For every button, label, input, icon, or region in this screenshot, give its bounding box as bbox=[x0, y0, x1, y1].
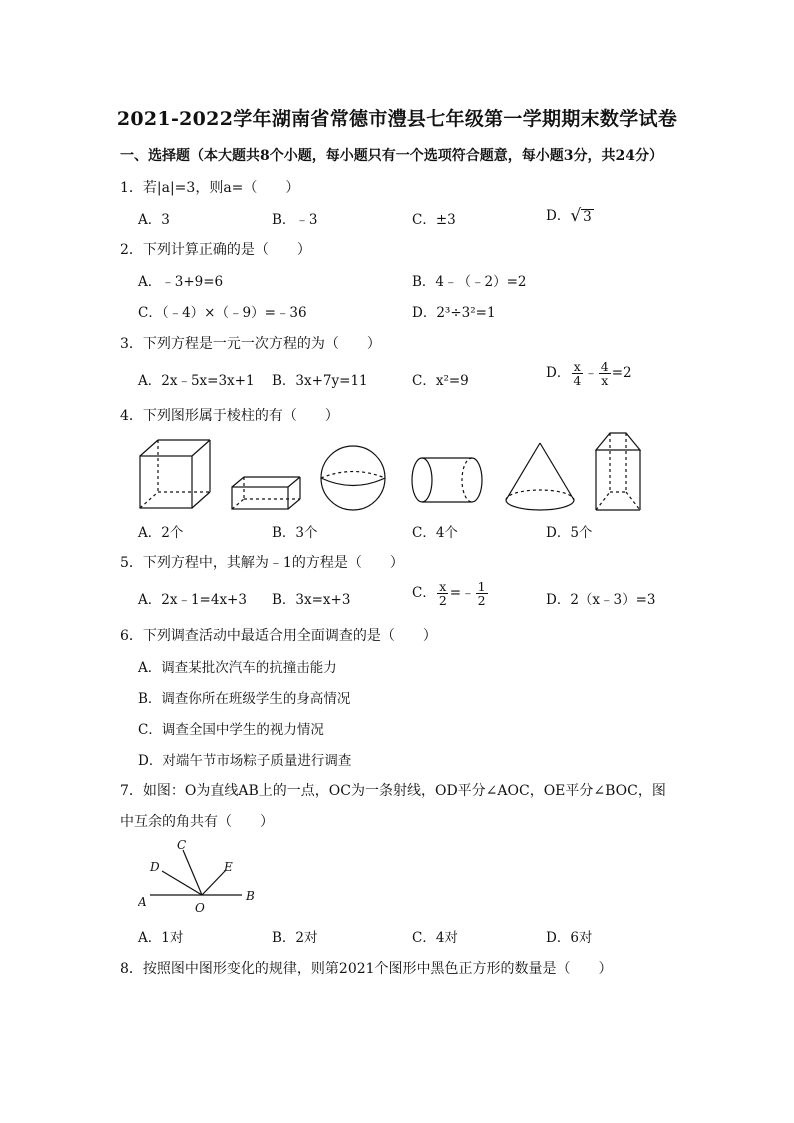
q7-option-c: C．4对 bbox=[412, 930, 458, 946]
label-d: D bbox=[150, 860, 160, 874]
q1-option-d: D． √ 3 bbox=[546, 206, 592, 226]
q5-option-b: B．3x=x+3 bbox=[272, 592, 351, 608]
q2-option-d: D．2³÷3²=1 bbox=[412, 305, 496, 321]
q6-option-d: D．对端午节市场粽子质量进行调查 bbox=[138, 753, 352, 769]
label-o: O bbox=[195, 901, 205, 915]
q1-option-c: C．±3 bbox=[412, 212, 456, 228]
q6-option-b: B．调查你所在班级学生的身高情况 bbox=[138, 691, 351, 707]
label-b: B bbox=[246, 889, 255, 903]
q2-option-a: A．﹣3+9=6 bbox=[138, 274, 224, 290]
q3-option-c: C．x²=9 bbox=[412, 373, 469, 389]
fraction: $\frac{4}{x}$ bbox=[600, 359, 609, 389]
q4-option-d: D．5个 bbox=[546, 525, 593, 541]
q5-option-c: C． $\frac{x}{2}$ =﹣ $\frac{1}{2}$ bbox=[412, 579, 486, 609]
q2-option-b: B．4﹣（﹣2）=2 bbox=[412, 274, 527, 290]
question-8-stem: 8．按照图中图形变化的规律，则第2021个图形中黑色正方形的数量是（ ） bbox=[120, 961, 613, 977]
q4-option-c: C．4个 bbox=[412, 525, 458, 541]
q1-option-a: A．3 bbox=[138, 212, 170, 228]
label-e: E bbox=[224, 860, 233, 874]
triangular-prism-figure bbox=[592, 430, 644, 514]
q7-option-d: D．6对 bbox=[546, 930, 593, 946]
cylinder-figure bbox=[410, 455, 486, 505]
sqrt-expression: √ 3 bbox=[570, 206, 592, 226]
q3-option-a: A．2x﹣5x=3x+1 bbox=[138, 373, 255, 389]
question-7-stem-line1: 7．如图：O为直线AB上的一点，OC为一条射线，OD平分∠AOC，OE平分∠BOC，图 bbox=[120, 783, 666, 799]
exam-title: 2021-2022学年湖南省常德市澧县七年级第一学期期末数学试卷 bbox=[116, 108, 678, 130]
cone-figure bbox=[502, 440, 578, 514]
q3-option-d: D． $\frac{x}{4}$ ﹣ $\frac{4}{x}$ =2 bbox=[546, 359, 632, 389]
q6-option-a: A．调查某批次汽车的抗撞击能力 bbox=[138, 660, 337, 676]
q5-option-a: A．2x﹣1=4x+3 bbox=[138, 592, 247, 608]
fraction: $\frac{1}{2}$ bbox=[477, 579, 486, 609]
q2-option-c: C．（﹣4）×（﹣9）=﹣36 bbox=[138, 305, 307, 321]
question-5-stem: 5．下列方程中，其解为﹣1的方程是（ ） bbox=[120, 555, 404, 571]
question-6-stem: 6．下列调查活动中最适合用全面调查的是（ ） bbox=[120, 628, 437, 644]
fraction: $\frac{x}{4}$ bbox=[573, 359, 582, 389]
question-1-stem: 1．若|a|=3，则a=（ ） bbox=[120, 180, 300, 196]
q7-option-b: B．2对 bbox=[272, 930, 318, 946]
q4-option-a: A．2个 bbox=[138, 525, 184, 541]
question-7-stem-line2: 中互余的角共有（ ） bbox=[120, 814, 274, 830]
q5-option-d: D．2（x﹣3）=3 bbox=[546, 592, 656, 608]
question-4-stem: 4．下列图形属于棱柱的有（ ） bbox=[120, 408, 339, 424]
cuboid-figure bbox=[230, 475, 304, 511]
section-heading: 一、选择题（本大题共8个小题，每小题只有一个选项符合题意，每小题3分，共24分） bbox=[120, 148, 663, 164]
q4-option-b: B．3个 bbox=[272, 525, 318, 541]
fraction: $\frac{x}{2}$ bbox=[438, 579, 447, 609]
q6-option-c: C．调查全国中学生的视力情况 bbox=[138, 722, 324, 738]
angle-diagram bbox=[138, 838, 264, 916]
question-3-stem: 3．下列方程是一元一次方程的为（ ） bbox=[120, 336, 381, 352]
question-2-stem: 2．下列计算正确的是（ ） bbox=[120, 242, 311, 258]
sphere-figure bbox=[318, 443, 388, 513]
q7-option-a: A．1对 bbox=[138, 930, 184, 946]
label-a: A bbox=[138, 895, 147, 909]
cube-figure bbox=[138, 438, 214, 512]
label-c: C bbox=[177, 838, 187, 852]
q3-option-b: B．3x+7y=11 bbox=[272, 373, 368, 389]
q1-option-b: B．﹣3 bbox=[272, 212, 318, 228]
